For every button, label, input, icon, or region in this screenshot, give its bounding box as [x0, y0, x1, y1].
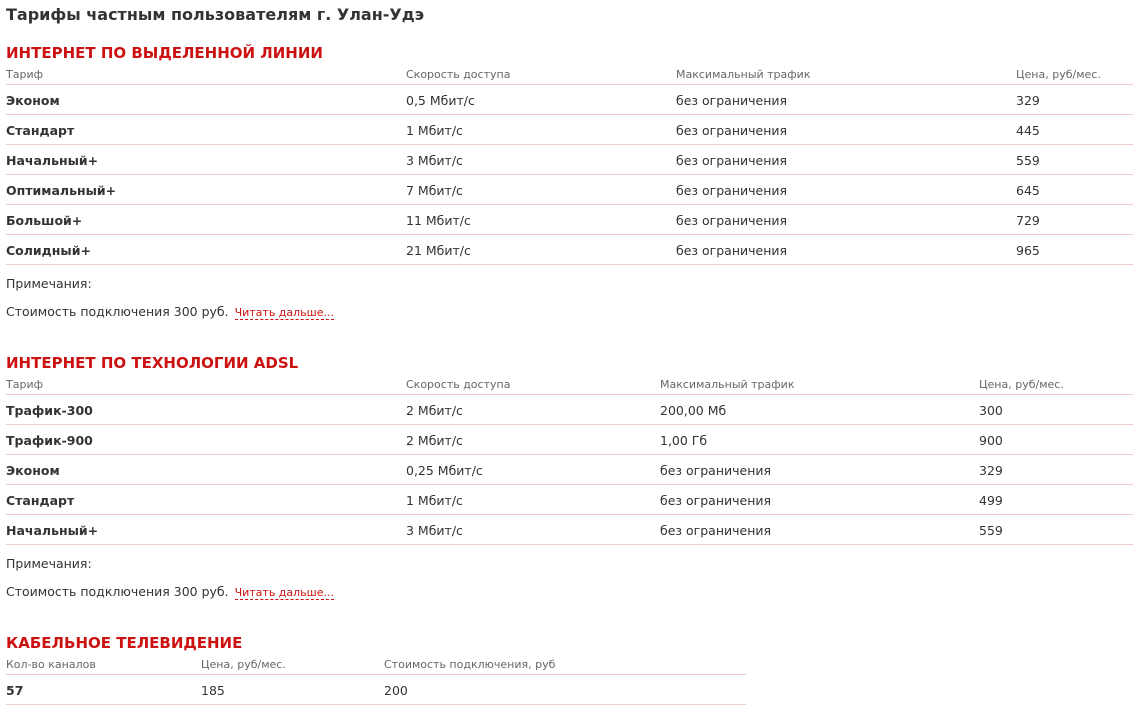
- tariff-table-leased-line: [6, 68, 1133, 265]
- monthly-price: 185: [201, 683, 225, 698]
- tariff-traffic: 1,00 Гб: [660, 433, 708, 448]
- tariff-traffic: без ограничения: [676, 93, 788, 108]
- tariff-traffic: без ограничения: [676, 153, 788, 168]
- table-header-row: [6, 658, 746, 675]
- tariff-price: 445: [1016, 123, 1040, 138]
- table-row: [6, 145, 1133, 175]
- tariff-speed: 1 Мбит/с: [406, 123, 463, 138]
- table-row: [6, 85, 1133, 115]
- column-header: Стоимость подключения, руб: [384, 658, 556, 671]
- tariff-table-cable-tv: [6, 658, 746, 705]
- notes-text: [6, 584, 334, 599]
- table-header-row: [6, 378, 1133, 395]
- column-header: Цена, руб/мес.: [979, 378, 1064, 391]
- notes-label: Примечания:: [6, 556, 92, 571]
- table-row: [6, 515, 1133, 545]
- tariff-price: 559: [1016, 153, 1040, 168]
- tariff-price: 900: [979, 433, 1003, 448]
- tariff-price: 300: [979, 403, 1003, 418]
- tariff-name: Эконом: [6, 463, 60, 478]
- tariff-traffic: без ограничения: [676, 213, 788, 228]
- table-row: [6, 425, 1133, 455]
- connection-cost-text: Стоимость подключения 300 руб.: [6, 304, 229, 319]
- tariff-name: Стандарт: [6, 493, 75, 508]
- tariff-price: 965: [1016, 243, 1040, 258]
- notes-label: Примечания:: [6, 276, 92, 291]
- section-heading-adsl: ИНТЕРНЕТ ПО ТЕХНОЛОГИИ ADSL: [6, 354, 299, 372]
- table-row: [6, 205, 1133, 235]
- tariff-traffic: без ограничения: [660, 523, 772, 538]
- tariff-traffic: 200,00 Мб: [660, 403, 727, 418]
- tariff-name: Оптимальный+: [6, 183, 117, 198]
- section-heading-leased-line: ИНТЕРНЕТ ПО ВЫДЕЛЕННОЙ ЛИНИИ: [6, 44, 323, 62]
- page-title: Тарифы частным пользователям г. Улан-Удэ: [6, 5, 425, 24]
- column-header: Максимальный трафик: [660, 378, 795, 391]
- table-header-row: [6, 68, 1133, 85]
- column-header: Кол-во каналов: [6, 658, 96, 671]
- tariff-speed: 0,5 Мбит/с: [406, 93, 475, 108]
- column-header: Максимальный трафик: [676, 68, 811, 81]
- tariff-speed: 3 Мбит/с: [406, 523, 463, 538]
- tariff-name: Начальный+: [6, 523, 99, 538]
- tariff-name: Большой+: [6, 213, 83, 228]
- tariff-speed: 21 Мбит/с: [406, 243, 471, 258]
- tariff-name: Трафик-300: [6, 403, 93, 418]
- section-heading-cable-tv: КАБЕЛЬНОЕ ТЕЛЕВИДЕНИЕ: [6, 634, 243, 652]
- read-more-link[interactable]: Читать дальше...: [234, 306, 334, 319]
- tariff-price: 645: [1016, 183, 1040, 198]
- table-row: [6, 455, 1133, 485]
- column-header: Цена, руб/мес.: [1016, 68, 1101, 81]
- tariff-speed: 11 Мбит/с: [406, 213, 471, 228]
- channel-count: 57: [6, 683, 24, 698]
- tariff-name: Стандарт: [6, 123, 75, 138]
- table-row: [6, 675, 746, 705]
- tariff-traffic: без ограничения: [676, 243, 788, 258]
- table-row: [6, 115, 1133, 145]
- connection-cost-text: Стоимость подключения 300 руб.: [6, 584, 229, 599]
- table-row: [6, 395, 1133, 425]
- column-header: Тариф: [6, 68, 43, 81]
- connection-price: 200: [384, 683, 408, 698]
- column-header: Скорость доступа: [406, 68, 511, 81]
- column-header: Скорость доступа: [406, 378, 511, 391]
- tariff-speed: 1 Мбит/с: [406, 493, 463, 508]
- notes-text: [6, 304, 334, 319]
- tariff-speed: 2 Мбит/с: [406, 433, 463, 448]
- column-header: Цена, руб/мес.: [201, 658, 286, 671]
- tariff-table-adsl: [6, 378, 1133, 545]
- tariff-speed: 3 Мбит/с: [406, 153, 463, 168]
- tariff-name: Солидный+: [6, 243, 91, 258]
- column-header: Тариф: [6, 378, 43, 391]
- tariff-traffic: без ограничения: [676, 123, 788, 138]
- tariff-traffic: без ограничения: [660, 493, 772, 508]
- tariff-price: 329: [1016, 93, 1040, 108]
- tariff-name: Трафик-900: [6, 433, 93, 448]
- tariff-price: 329: [979, 463, 1003, 478]
- tariff-speed: 0,25 Мбит/с: [406, 463, 483, 478]
- read-more-link[interactable]: Читать дальше...: [234, 586, 334, 599]
- tariff-traffic: без ограничения: [676, 183, 788, 198]
- tariff-name: Начальный+: [6, 153, 99, 168]
- tariff-price: 499: [979, 493, 1003, 508]
- tariff-speed: 7 Мбит/с: [406, 183, 463, 198]
- table-row: [6, 235, 1133, 265]
- tariff-price: 729: [1016, 213, 1040, 228]
- tariff-traffic: без ограничения: [660, 463, 772, 478]
- tariff-name: Эконом: [6, 93, 60, 108]
- tariff-price: 559: [979, 523, 1003, 538]
- tariff-speed: 2 Мбит/с: [406, 403, 463, 418]
- table-row: [6, 175, 1133, 205]
- table-row: [6, 485, 1133, 515]
